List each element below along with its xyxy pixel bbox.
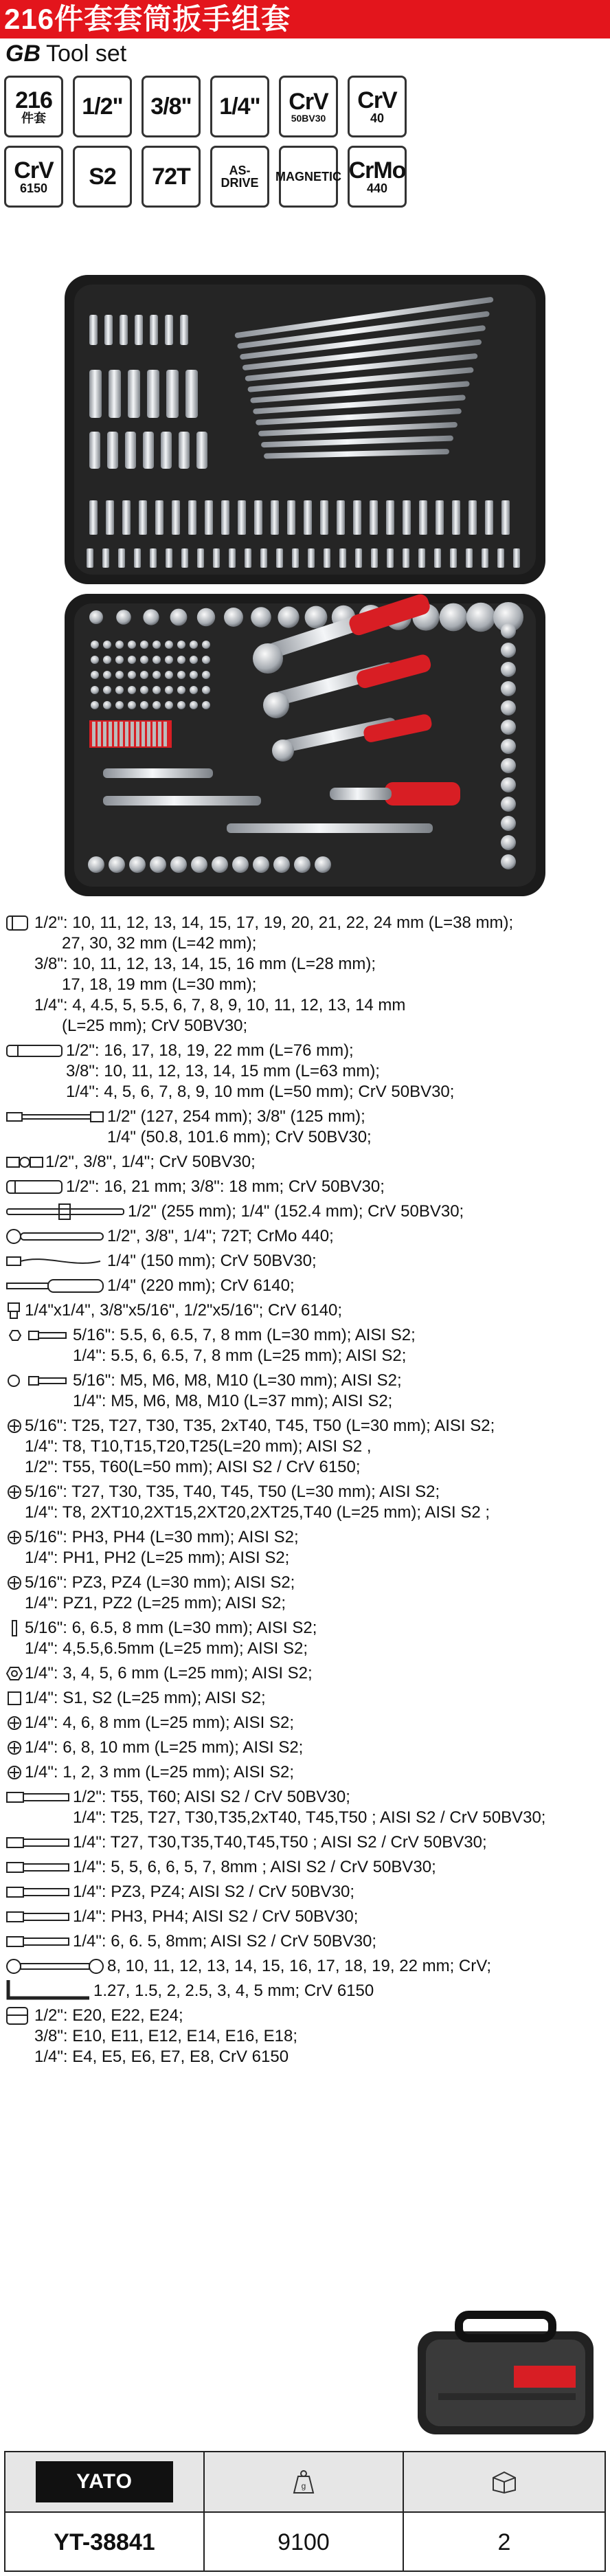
spec-text: 5/16": 5.5, 6, 6.5, 7, 8 mm (L=30 mm); AISI S2; 1/4": 5.5, 6, 6.5, 7, 8 mm (L=25 mm); AISI S2;: [73, 1326, 416, 1365]
badge-main: S2: [89, 164, 116, 190]
open-case-photo: [62, 274, 548, 899]
hex-key-icon: [4, 1981, 93, 2001]
badge-main: 3/8": [150, 93, 192, 120]
extension-bar-icon: [4, 1107, 107, 1127]
badge-main: CrV: [14, 157, 54, 184]
spec-text: 1/2", 3/8", 1/4"; CrV 50BV30;: [45, 1153, 256, 1171]
badge-crv-6150: [4, 146, 63, 208]
spec-row: [4, 1857, 606, 1878]
spec-row: [4, 1787, 606, 1828]
spec-row: [4, 1527, 606, 1568]
badge-sub: 6150: [19, 181, 48, 195]
e-torx-socket-icon: [4, 2006, 34, 2026]
spec-text: 1/4": 6, 8, 10 mm (L=25 mm); AISI S2;: [25, 1738, 304, 1757]
spec-text: 1/4" (150 mm); CrV 50BV30;: [107, 1252, 317, 1270]
badge-sub: 440: [366, 181, 388, 195]
svg-text:g: g: [301, 2481, 306, 2491]
badge-piece-count: [4, 76, 63, 137]
spec-row: [4, 1737, 606, 1758]
spec-list: [4, 913, 606, 2072]
brand-logo: YATO: [36, 2461, 173, 2502]
badge-main: 1/2": [82, 93, 123, 120]
spec-row: [4, 1832, 606, 1853]
badge-main: CrV: [289, 88, 328, 115]
badge-quarter-inch: [210, 76, 269, 137]
spec-row: [4, 1276, 606, 1296]
torx-bit-socket-icon: [4, 1787, 73, 1808]
spec-text: 1/4": 5, 5, 6, 6, 5, 7, 8mm ; AISI S2 / CrV 50BV30;: [73, 1858, 436, 1876]
spec-row: [4, 2006, 606, 2067]
badge-72t: [142, 146, 201, 208]
slotted-bit-icon: [4, 1618, 25, 1639]
badge-sub: 件套: [21, 111, 46, 125]
spec-text: 1/2" (255 mm); 1/4" (152.4 mm); CrV 50BV30;: [128, 1202, 464, 1221]
spec-text: 5/16": 6, 6.5, 8 mm (L=30 mm); AISI S2; 1/4": 4,5.5,6.5mm (L=25 mm); AISI S2;: [25, 1619, 317, 1658]
spec-text: 1/4": PH3, PH4; AISI S2 / CrV 50BV30;: [73, 1907, 359, 1926]
weight-cell: [205, 2513, 404, 2572]
spec-text: 1/2": E20, E22, E24; 3/8": E10, E11, E12, E14, E16, E18; 1/4": E4, E5, E6, E7, E8, CrV 6150: [34, 2006, 298, 2066]
spec-row: [4, 1713, 606, 1733]
spec-row: [4, 1226, 606, 1247]
brand-cell: [5, 2452, 205, 2511]
spec-text: 1/4": 3, 4, 5, 6 mm (L=25 mm); AISI S2;: [25, 1664, 313, 1683]
spec-text: 1/4": 4, 6, 8 mm (L=25 mm); AISI S2;: [25, 1713, 295, 1732]
badge-half-inch: [73, 76, 132, 137]
phillips-bit-icon: [4, 1527, 25, 1548]
subtitle: [5, 40, 126, 67]
spec-text: 5/16": PH3, PH4 (L=30 mm); AISI S2; 1/4": PH1, PH2 (L=25 mm); AISI S2;: [25, 1528, 299, 1567]
spec-row: [4, 1300, 606, 1321]
spec-text: 5/16": T25, T27, T30, T35, 2xT40, T45, T50 (L=30 mm); AISI S2; 1/4": T8, T10,T15,T20,T25(L=20 mm); AISI S2 , 1/2": T55, T60(L=50 mm); AISI S2 / CrV 6150;: [25, 1417, 495, 1476]
spec-row: [4, 1956, 606, 1977]
pozidriv-bit-socket-icon: [4, 1882, 73, 1902]
combination-wrench-icon: [4, 1956, 107, 1977]
spec-text: 1/2": 16, 17, 18, 19, 22 mm (L=76 mm); 3/8": 10, 11, 12, 13, 14, 15 mm (L=63 mm); 1/4": 4, 5, 6, 7, 8, 9, 10 mm (L=50 mm); CrV 50BV30;: [66, 1041, 455, 1101]
spec-row: [4, 1882, 606, 1902]
spec-row: [4, 1416, 606, 1478]
cross-bit-icon: [4, 1737, 25, 1758]
spec-text: 1/4" (220 mm); CrV 6140;: [107, 1276, 295, 1295]
deep-socket-icon: [4, 1041, 66, 1061]
table-header-row: [5, 2452, 605, 2513]
hex-bit-icon: [4, 1325, 73, 1346]
product-info-table: [4, 2451, 606, 2572]
pozidriv-bit-icon: [4, 1573, 25, 1593]
badge-main: MAGNETIC: [275, 170, 341, 184]
badge-s2: [73, 146, 132, 208]
badge-main: CrV: [357, 87, 397, 113]
spec-text: 1/4": 6, 6. 5, 8mm; AISI S2 / CrV 50BV30;: [73, 1932, 377, 1951]
spec-text: 5/16": PZ3, PZ4 (L=30 mm); AISI S2; 1/4": PZ1, PZ2 (L=25 mm); AISI S2;: [25, 1573, 295, 1612]
spec-text: 8, 10, 11, 12, 13, 14, 15, 16, 17, 18, 19, 22 mm; CrV;: [107, 1957, 492, 1975]
spec-row: [4, 1573, 606, 1614]
spec-text: 1/2": 10, 11, 12, 13, 14, 15, 17, 19, 20, 21, 22, 24 mm (L=38 mm); 27, 30, 32 mm (L=42 mm); 3/8": 10, 11, 12, 13, 14, 15, 16 mm (L=28 mm); 17, 18, 19 mm (L=30 mm); 1/4": 4, 4.5, 5, 5.5, 6, 7, 8, 9, 10, 11, 12, 13, 14 mm (L=25 mm); CrV 50BV30;: [34, 913, 514, 1035]
page-title: 216件套套筒扳手组套: [0, 0, 610, 38]
badge-main: 1/4": [219, 93, 260, 120]
weight-icon: [291, 2469, 316, 2494]
spec-row: [4, 1370, 606, 1412]
spec-text: 1/2", 3/8", 1/4"; 72T; CrMo 440;: [107, 1227, 334, 1245]
weight-header-cell: [205, 2452, 404, 2511]
spec-row: [4, 1907, 606, 1927]
quantity-cell: [404, 2513, 605, 2572]
box-icon: [490, 2469, 518, 2494]
spec-text: 1.27, 1.5, 2, 2.5, 3, 4, 5 mm; CrV 6150: [93, 1981, 374, 2000]
spec-text: 1/4"x1/4", 3/8"x5/16", 1/2"x5/16"; CrV 6140;: [25, 1301, 343, 1320]
spec-row: [4, 1663, 606, 1684]
spec-text: 5/16": T27, T30, T35, T40, T45, T50 (L=30 mm); AISI S2; 1/4": T8, 2XT10,2XT15,2XT20,2XT25,T40 (L=25 mm); AISI S2 ;: [25, 1483, 490, 1522]
bit-holder-screwdriver-icon: [4, 1276, 107, 1296]
badge-as-drive: [210, 146, 269, 208]
table-data-row: [5, 2513, 605, 2572]
universal-joint-icon: [4, 1152, 45, 1173]
flexible-extension-icon: [4, 1251, 107, 1272]
spec-text: 1/4": PZ3, PZ4; AISI S2 / CrV 50BV30;: [73, 1883, 355, 1901]
spline-bit-icon: [4, 1370, 73, 1391]
spark-plug-socket-icon: [4, 1177, 66, 1197]
tri-wing-bit-icon: [4, 1713, 25, 1733]
spec-text: 1/2": 16, 21 mm; 3/8": 18 mm; CrV 50BV30;: [66, 1177, 385, 1196]
closed-case-photo: [411, 2311, 600, 2441]
ratchet-icon: [4, 1226, 107, 1247]
spec-row: [4, 1688, 606, 1709]
weight-value: 9100: [278, 2529, 330, 2555]
spec-row: [4, 1762, 606, 1783]
language-code: GB: [5, 41, 41, 67]
badge-main: CrMo: [348, 157, 406, 184]
sliding-t-bar-icon: [4, 1201, 128, 1222]
hex-socket-bit-icon: [4, 1663, 25, 1684]
subtitle-text: Tool set: [46, 41, 127, 67]
tamper-torx-bit-icon: [4, 1482, 25, 1502]
spec-row: [4, 1152, 606, 1173]
spec-text: 1/4": T27, T30,T35,T40,T45,T50 ; AISI S2 / CrV 50BV30;: [73, 1833, 487, 1852]
badge-magnetic: [275, 146, 341, 208]
badge-sub: 40: [370, 111, 385, 125]
product-code: YT-38841: [54, 2529, 155, 2555]
spec-row: [4, 1482, 606, 1523]
slotted-bit-socket-icon: [4, 1931, 73, 1952]
badge-main: 216: [15, 87, 52, 113]
torx-bit-icon: [4, 1416, 25, 1436]
spec-row: [4, 1041, 606, 1102]
y-bit-icon: [4, 1762, 25, 1783]
adapter-icon: [4, 1300, 25, 1321]
badge-crv-50bv30: [279, 76, 338, 137]
quantity-header-cell: [404, 2452, 605, 2511]
spec-text: 1/2": T55, T60; AISI S2 / CrV 50BV30; 1/4": T25, T27, T30,T35,2xT40, T45,T50 ; AISI S2 / CrV 50BV30;: [73, 1788, 546, 1827]
spec-row: [4, 1981, 606, 2001]
tamper-torx-bit-socket-icon: [4, 1832, 73, 1853]
spec-row: [4, 1931, 606, 1952]
badge-main: AS-DRIVE: [221, 164, 259, 190]
badge-three-eighths: [142, 76, 201, 137]
spec-row: [4, 1251, 606, 1272]
spec-row: [4, 1107, 606, 1148]
hex-bit-socket-icon: [4, 1857, 73, 1878]
spec-text: 1/4": 1, 2, 3 mm (L=25 mm); AISI S2;: [25, 1763, 295, 1781]
phillips-bit-socket-icon: [4, 1907, 73, 1927]
spec-row: [4, 1618, 606, 1659]
short-socket-icon: [4, 913, 34, 933]
spec-text: 5/16": M5, M6, M8, M10 (L=30 mm); AISI S2; 1/4": M5, M6, M8, M10 (L=37 mm); AISI S2;: [73, 1371, 402, 1410]
square-bit-icon: [4, 1688, 25, 1709]
badge-crmo-440: [348, 146, 407, 208]
feature-badges: [4, 76, 444, 208]
badge-crv-40: [348, 76, 407, 137]
spec-row: [4, 1201, 606, 1222]
spec-row: [4, 913, 606, 1036]
spec-row: [4, 1177, 606, 1197]
spec-text: 1/2" (127, 254 mm); 3/8" (125 mm); 1/4" (50.8, 101.6 mm); CrV 50BV30;: [107, 1107, 372, 1146]
product-code-cell: [5, 2513, 205, 2572]
spec-row: [4, 1325, 606, 1366]
badge-main: 72T: [152, 164, 190, 190]
spec-text: 1/4": S1, S2 (L=25 mm); AISI S2;: [25, 1689, 266, 1707]
badge-sub: 50BV30: [291, 112, 326, 124]
quantity-value: 2: [497, 2529, 511, 2555]
